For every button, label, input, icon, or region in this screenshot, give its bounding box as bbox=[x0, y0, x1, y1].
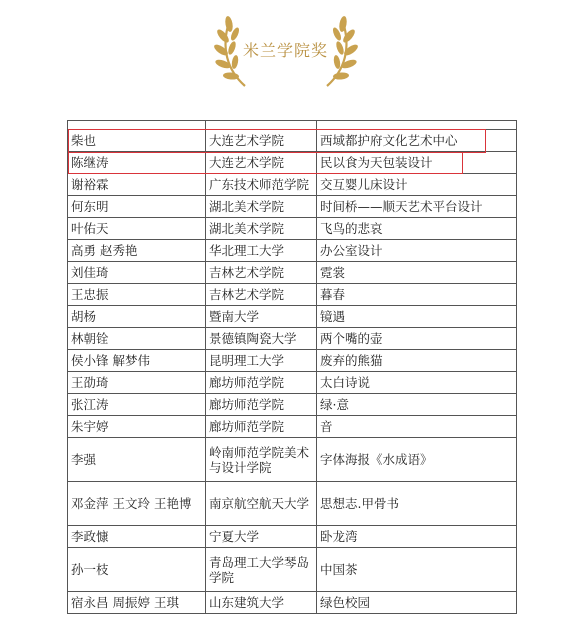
table-row bbox=[68, 196, 517, 218]
work-cell: 暮春 bbox=[317, 284, 517, 306]
work-cell: 中国茶 bbox=[317, 548, 517, 592]
school-cell: 大连艺术学院 bbox=[206, 152, 317, 174]
table-row bbox=[68, 438, 517, 482]
table-row bbox=[68, 328, 517, 350]
school-cell: 山东建筑大学 bbox=[206, 592, 317, 614]
school-cell: 廊坊师范学院 bbox=[206, 416, 317, 438]
name-cell: 柴也 bbox=[68, 130, 206, 152]
work-cell: 交互婴儿床设计 bbox=[317, 174, 517, 196]
work-cell: 办公室设计 bbox=[317, 240, 517, 262]
table-row bbox=[68, 152, 517, 174]
school-cell: 景德镇陶瓷大学 bbox=[206, 328, 317, 350]
name-cell: 胡杨 bbox=[68, 306, 206, 328]
table-row bbox=[68, 548, 517, 592]
school-cell: 湖北美术学院 bbox=[206, 196, 317, 218]
school-cell: 青岛理工大学琴岛学院 bbox=[206, 548, 317, 592]
work-cell: 时间桥——顺天艺术平台设计 bbox=[317, 196, 517, 218]
name-cell: 李政慷 bbox=[68, 526, 206, 548]
work-cell: 飞鸟的悲哀 bbox=[317, 218, 517, 240]
school-cell: 昆明理工大学 bbox=[206, 350, 317, 372]
school-cell: 广东技术师范学院 bbox=[206, 174, 317, 196]
name-cell: 叶佑天 bbox=[68, 218, 206, 240]
school-cell: 廊坊师范学院 bbox=[206, 394, 317, 416]
table-row bbox=[68, 416, 517, 438]
work-cell: 废弃的熊猫 bbox=[317, 350, 517, 372]
table-row bbox=[68, 372, 517, 394]
work-cell: 思想志.甲骨书 bbox=[317, 482, 517, 526]
name-cell: 刘佳琦 bbox=[68, 262, 206, 284]
table-row bbox=[68, 526, 517, 548]
school-cell: 吉林艺术学院 bbox=[206, 284, 317, 306]
table-top-spacer bbox=[68, 121, 517, 130]
school-cell: 华北理工大学 bbox=[206, 240, 317, 262]
table-row bbox=[68, 592, 517, 614]
school-cell: 廊坊师范学院 bbox=[206, 372, 317, 394]
work-cell: 镜遇 bbox=[317, 306, 517, 328]
school-cell: 湖北美术学院 bbox=[206, 218, 317, 240]
table-row bbox=[68, 174, 517, 196]
name-cell: 王忠振 bbox=[68, 284, 206, 306]
table-row bbox=[68, 482, 517, 526]
school-cell: 岭南师范学院美术与设计学院 bbox=[206, 438, 317, 482]
table-row bbox=[68, 350, 517, 372]
work-cell: 西域都护府文化艺术中心 bbox=[317, 130, 517, 152]
work-cell: 两个嘴的壶 bbox=[317, 328, 517, 350]
name-cell: 孙一枝 bbox=[68, 548, 206, 592]
table-row bbox=[68, 130, 517, 152]
work-cell: 绿色校园 bbox=[317, 592, 517, 614]
school-cell: 大连艺术学院 bbox=[206, 130, 317, 152]
work-cell: 民以食为天包装设计 bbox=[317, 152, 517, 174]
school-cell: 吉林艺术学院 bbox=[206, 262, 317, 284]
name-cell: 张江涛 bbox=[68, 394, 206, 416]
name-cell: 谢裕霖 bbox=[68, 174, 206, 196]
work-cell: 太白诗说 bbox=[317, 372, 517, 394]
work-cell: 卧龙湾 bbox=[317, 526, 517, 548]
name-cell: 朱宇婷 bbox=[68, 416, 206, 438]
name-cell: 邓金萍 王文玲 王艳博 bbox=[68, 482, 206, 526]
name-cell: 高勇 赵秀艳 bbox=[68, 240, 206, 262]
school-cell: 暨南大学 bbox=[206, 306, 317, 328]
name-cell: 李强 bbox=[68, 438, 206, 482]
award-header bbox=[0, 0, 571, 100]
work-cell: 音 bbox=[317, 416, 517, 438]
name-cell: 宿永昌 周振婷 王琪 bbox=[68, 592, 206, 614]
table-row bbox=[68, 394, 517, 416]
name-cell: 王劭琦 bbox=[68, 372, 206, 394]
table-row bbox=[68, 218, 517, 240]
table-row bbox=[68, 306, 517, 328]
table-row bbox=[68, 240, 517, 262]
table-row bbox=[68, 262, 517, 284]
work-cell: 霓裳 bbox=[317, 262, 517, 284]
school-cell: 宁夏大学 bbox=[206, 526, 317, 548]
school-cell: 南京航空航天大学 bbox=[206, 482, 317, 526]
award-title: 米兰学院奖 bbox=[242, 41, 328, 60]
work-cell: 绿·意 bbox=[317, 394, 517, 416]
name-cell: 林朝铨 bbox=[68, 328, 206, 350]
table-row bbox=[68, 284, 517, 306]
work-cell: 字体海报《水成语》 bbox=[317, 438, 517, 482]
name-cell: 陈继涛 bbox=[68, 152, 206, 174]
award-winners-table bbox=[67, 120, 517, 614]
name-cell: 侯小锋 解梦伟 bbox=[68, 350, 206, 372]
name-cell: 何东明 bbox=[68, 196, 206, 218]
